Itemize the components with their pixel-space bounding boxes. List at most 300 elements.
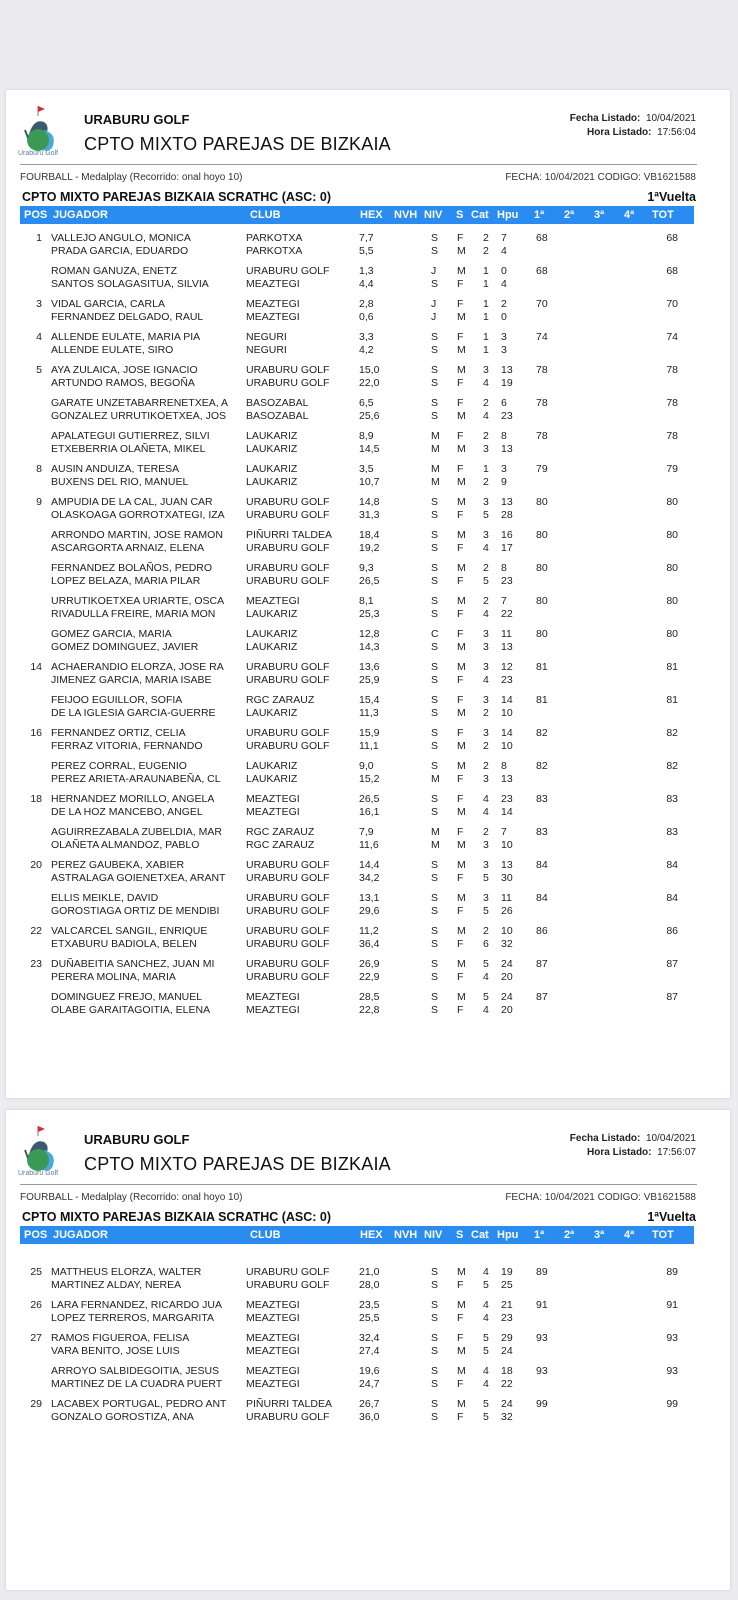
player-hpu: 28 — [501, 509, 513, 521]
player-hpu: 23 — [501, 793, 513, 805]
player-niv: S — [431, 938, 439, 950]
round-label: 1ªVuelta — [647, 190, 696, 204]
player-sex: F — [457, 509, 464, 521]
round-1-score: 83 — [536, 793, 548, 805]
table-row — [6, 723, 730, 756]
player-name: VALCARCEL SANGIL, ENRIQUE — [51, 925, 208, 937]
player-sex: M — [457, 859, 466, 871]
player-hex: 9,3 — [359, 562, 374, 574]
player-sex: F — [457, 1411, 464, 1423]
player-club: MEAZTEGI — [246, 1299, 300, 1311]
player-cat: 3 — [483, 859, 489, 871]
player-hpu: 19 — [501, 1266, 513, 1278]
player-name: FERNANDEZ ORTIZ, CELIA — [51, 727, 186, 739]
player-sex: M — [457, 892, 466, 904]
player-hex: 11,1 — [359, 740, 379, 752]
player-sex: F — [457, 463, 464, 475]
player-name: ETXABURU BADIOLA, BELEN — [51, 938, 197, 950]
player-sex: F — [457, 397, 464, 409]
player-hex: 25,3 — [359, 608, 380, 620]
player-club: URABURU GOLF — [246, 938, 330, 950]
player-sex: F — [457, 430, 464, 442]
player-hpu: 23 — [501, 1312, 513, 1324]
player-cat: 1 — [483, 331, 489, 343]
player-cat: 4 — [483, 377, 489, 389]
fecha-listado-value: 10/04/2021 — [645, 113, 696, 124]
player-sex: F — [457, 232, 464, 244]
player-niv: M — [431, 826, 440, 838]
col-hex: HEX — [360, 1229, 383, 1241]
player-name: ACHAERANDIO ELORZA, JOSE RA — [51, 661, 224, 673]
player-cat: 3 — [483, 496, 489, 508]
player-sex: F — [457, 1378, 464, 1390]
player-club: URABURU GOLF — [246, 925, 330, 937]
player-name: PERERA MOLINA, MARIA — [51, 971, 176, 983]
table-row — [6, 855, 730, 888]
player-club: LAUKARIZ — [246, 430, 298, 442]
player-hpu: 24 — [501, 991, 513, 1003]
player-cat: 3 — [483, 661, 489, 673]
player-club: URABURU GOLF — [246, 740, 330, 752]
player-hpu: 7 — [501, 232, 507, 244]
player-hex: 3,3 — [359, 331, 374, 343]
player-niv: S — [431, 707, 439, 719]
player-cat: 3 — [483, 443, 489, 455]
player-niv: S — [431, 410, 439, 422]
player-sex: F — [457, 1004, 464, 1016]
player-club: MEAZTEGI — [246, 298, 300, 310]
player-hpu: 9 — [501, 476, 507, 488]
player-hpu: 23 — [501, 575, 513, 587]
table-row — [6, 228, 730, 261]
total-score: 80 — [666, 496, 678, 508]
player-sex: M — [457, 1266, 466, 1278]
player-cat: 4 — [483, 608, 489, 620]
player-name: VARA BENITO, JOSE LUIS — [51, 1345, 180, 1357]
player-club: PARKOTXA — [246, 245, 303, 257]
club-name: URABURU GOLF — [84, 112, 190, 127]
event-title: CPTO MIXTO PAREJAS DE BIZKAIA — [84, 1154, 391, 1174]
player-club: PIÑURRI TALDEA — [246, 1398, 332, 1410]
player-hpu: 13 — [501, 496, 513, 508]
player-cat: 3 — [483, 694, 489, 706]
round-1-score: 83 — [536, 826, 548, 838]
col-tot: TOT — [652, 209, 674, 221]
player-sex: F — [457, 331, 464, 343]
report-header — [6, 1110, 730, 1186]
total-score: 89 — [666, 1266, 678, 1278]
round-1-score: 87 — [536, 958, 548, 970]
total-score: 99 — [666, 1398, 678, 1410]
player-cat: 5 — [483, 1345, 489, 1357]
fecha-listado-label: Fecha Listado: — [569, 1133, 641, 1144]
player-sex: M — [457, 991, 466, 1003]
format-text: FOURBALL - Medalplay (Recorrido: onal hoyo 10) — [20, 172, 243, 183]
total-score: 79 — [666, 463, 678, 475]
player-hex: 14,4 — [359, 859, 380, 871]
player-name: DE LA HOZ MANCEBO, ANGEL — [51, 806, 203, 818]
player-cat: 4 — [483, 971, 489, 983]
round-1-score: 80 — [536, 628, 548, 640]
player-name: FEIJOO EGUILLOR, SOFIA — [51, 694, 183, 706]
player-sex: F — [457, 628, 464, 640]
player-club: BASOZABAL — [246, 397, 309, 409]
player-sex: F — [457, 872, 464, 884]
player-club: LAUKARIZ — [246, 707, 298, 719]
player-niv: S — [431, 661, 439, 673]
player-cat: 2 — [483, 232, 489, 244]
player-niv: S — [431, 991, 439, 1003]
player-hpu: 13 — [501, 364, 513, 376]
player-niv: S — [431, 529, 439, 541]
round-1-score: 68 — [536, 265, 548, 277]
position: 4 — [36, 331, 42, 343]
player-cat: 5 — [483, 509, 489, 521]
col-nvh: NVH — [394, 1229, 418, 1241]
total-score: 87 — [666, 958, 678, 970]
col-hpu: Hpu — [497, 209, 519, 221]
position: 16 — [30, 727, 42, 739]
player-niv: S — [431, 971, 439, 983]
round-1-score: 78 — [536, 397, 548, 409]
position: 25 — [30, 1266, 42, 1278]
player-hex: 15,4 — [359, 694, 380, 706]
player-club: URABURU GOLF — [246, 1411, 330, 1423]
player-niv: S — [431, 760, 439, 772]
event-title: CPTO MIXTO PAREJAS DE BIZKAIA — [84, 134, 391, 154]
player-cat: 4 — [483, 410, 489, 422]
player-hpu: 26 — [501, 905, 513, 917]
player-hex: 28,5 — [359, 991, 380, 1003]
player-sex: F — [457, 542, 464, 554]
player-name: OLAÑETA ALMANDOZ, PABLO — [51, 839, 200, 851]
player-name: FERNANDEZ BOLAÑOS, PEDRO — [51, 562, 213, 574]
player-hex: 25,5 — [359, 1312, 380, 1324]
player-club: URABURU GOLF — [246, 905, 330, 917]
player-club: MEAZTEGI — [246, 1312, 300, 1324]
player-name: OLASKOAGA GORROTXATEGI, IZA — [51, 509, 225, 521]
round-1-score: 80 — [536, 496, 548, 508]
player-club: LAUKARIZ — [246, 760, 298, 772]
player-niv: S — [431, 793, 439, 805]
player-hex: 29,6 — [359, 905, 380, 917]
player-sex: M — [457, 529, 466, 541]
player-hpu: 4 — [501, 278, 507, 290]
player-name: AGUIRREZABALA ZUBELDIA, MAR — [51, 826, 222, 838]
col-cat: Cat — [471, 209, 489, 221]
player-niv: S — [431, 958, 439, 970]
player-sex: F — [457, 575, 464, 587]
player-cat: 3 — [483, 364, 489, 376]
total-score: 80 — [666, 562, 678, 574]
col-jugador: JUGADOR — [53, 209, 109, 221]
player-sex: F — [457, 298, 464, 310]
player-niv: S — [431, 344, 439, 356]
player-club: MEAZTEGI — [246, 991, 300, 1003]
total-score: 78 — [666, 430, 678, 442]
player-cat: 5 — [483, 1279, 489, 1291]
total-score: 93 — [666, 1332, 678, 1344]
player-hpu: 10 — [501, 839, 513, 851]
player-niv: S — [431, 641, 439, 653]
player-club: URABURU GOLF — [246, 727, 330, 739]
player-name: AYA ZULAICA, JOSE IGNACIO — [51, 364, 198, 376]
player-niv: S — [431, 575, 439, 587]
player-cat: 4 — [483, 1378, 489, 1390]
total-score: 87 — [666, 991, 678, 1003]
round-1-score: 78 — [536, 364, 548, 376]
hora-listado-label: Hora Listado: — [587, 1147, 652, 1158]
player-hex: 15,2 — [359, 773, 380, 785]
player-name: ARROYO SALBIDEGOITIA, JESUS — [51, 1365, 220, 1377]
player-name: FERNANDEZ DELGADO, RAUL — [51, 311, 204, 323]
player-club: LAUKARIZ — [246, 463, 298, 475]
player-hpu: 14 — [501, 727, 513, 739]
player-cat: 4 — [483, 1365, 489, 1377]
col-s: S — [456, 209, 464, 221]
results-table-body — [6, 1262, 730, 1427]
position: 9 — [36, 496, 42, 508]
player-name: PEREZ ARIETA-ARAUNABEÑA, CL — [51, 773, 221, 785]
player-hex: 25,9 — [359, 674, 380, 686]
player-club: MEAZTEGI — [246, 1365, 300, 1377]
player-niv: S — [431, 595, 439, 607]
round-1-score: 70 — [536, 298, 548, 310]
player-name: ASTRALAGA GOIENETXEA, ARANT — [51, 872, 226, 884]
col-club: CLUB — [250, 1229, 281, 1241]
player-club: URABURU GOLF — [246, 575, 330, 587]
player-hpu: 10 — [501, 925, 513, 937]
table-row — [6, 789, 730, 822]
player-cat: 1 — [483, 311, 489, 323]
player-cat: 3 — [483, 773, 489, 785]
col-r3: 3ª — [594, 209, 605, 221]
player-cat: 4 — [483, 674, 489, 686]
player-hex: 5,5 — [359, 245, 374, 257]
player-niv: S — [431, 1332, 439, 1344]
table-row — [6, 261, 730, 294]
player-name: ALLENDE EULATE, SIRO — [51, 344, 174, 356]
table-row — [6, 1262, 730, 1295]
total-score: 80 — [666, 628, 678, 640]
player-hex: 36,0 — [359, 1411, 380, 1423]
player-niv: S — [431, 496, 439, 508]
player-hpu: 21 — [501, 1299, 513, 1311]
player-hpu: 3 — [501, 344, 507, 356]
player-cat: 5 — [483, 1411, 489, 1423]
player-hpu: 6 — [501, 397, 507, 409]
round-1-score: 84 — [536, 892, 548, 904]
table-row — [6, 327, 730, 360]
player-club: URABURU GOLF — [246, 872, 330, 884]
round-1-score: 79 — [536, 463, 548, 475]
table-row — [6, 591, 730, 624]
hora-listado-label: Hora Listado: — [587, 127, 652, 138]
player-sex: M — [457, 265, 466, 277]
player-sex: F — [457, 694, 464, 706]
logo-text: Uraburu Golf — [18, 1170, 59, 1177]
player-hex: 23,5 — [359, 1299, 380, 1311]
player-name: MARTINEZ DE LA CUADRA PUERT — [51, 1378, 223, 1390]
player-niv: S — [431, 1378, 439, 1390]
player-name: DE LA IGLESIA GARCIA-GUERRE — [51, 707, 216, 719]
player-hpu: 24 — [501, 958, 513, 970]
player-cat: 2 — [483, 826, 489, 838]
player-club: URABURU GOLF — [246, 509, 330, 521]
player-name: GOMEZ DOMINGUEZ, JAVIER — [51, 641, 199, 653]
player-cat: 3 — [483, 727, 489, 739]
table-row — [6, 954, 730, 987]
player-niv: S — [431, 727, 439, 739]
position: 14 — [30, 661, 42, 673]
player-hpu: 16 — [501, 529, 513, 541]
player-name: GOMEZ GARCIA, MARIA — [51, 628, 172, 640]
player-sex: M — [457, 496, 466, 508]
player-cat: 5 — [483, 905, 489, 917]
round-1-score: 80 — [536, 529, 548, 541]
player-name: ETXEBERRIA OLAÑETA, MIKEL — [51, 443, 206, 455]
player-hex: 26,9 — [359, 958, 380, 970]
player-name: ARTUNDO RAMOS, BEGOÑA — [51, 377, 195, 389]
player-club: URABURU GOLF — [246, 1279, 330, 1291]
player-hpu: 23 — [501, 410, 513, 422]
player-hex: 8,9 — [359, 430, 374, 442]
player-hpu: 8 — [501, 760, 507, 772]
player-hpu: 22 — [501, 608, 513, 620]
player-name: LARA FERNANDEZ, RICARDO JUA — [51, 1299, 222, 1311]
player-hex: 15,9 — [359, 727, 380, 739]
player-niv: M — [431, 430, 440, 442]
player-club: PIÑURRI TALDEA — [246, 529, 332, 541]
table-row — [6, 921, 730, 954]
player-cat: 4 — [483, 1266, 489, 1278]
player-name: PEREZ CORRAL, EUGENIO — [51, 760, 187, 772]
player-hpu: 13 — [501, 773, 513, 785]
player-name: APALATEGUI GUTIERREZ, SILVI — [51, 430, 210, 442]
player-niv: S — [431, 331, 439, 343]
total-score: 93 — [666, 1365, 678, 1377]
player-club: PARKOTXA — [246, 232, 303, 244]
player-club: URABURU GOLF — [246, 542, 330, 554]
player-hex: 7,7 — [359, 232, 374, 244]
player-club: URABURU GOLF — [246, 859, 330, 871]
player-hpu: 12 — [501, 661, 513, 673]
table-row — [6, 624, 730, 657]
player-cat: 4 — [483, 1004, 489, 1016]
player-club: MEAZTEGI — [246, 806, 300, 818]
logo-text: Uraburu Golf — [18, 150, 59, 157]
player-hex: 15,0 — [359, 364, 380, 376]
total-score: 83 — [666, 826, 678, 838]
fecha-codigo-text: FECHA: 10/04/2021 CODIGO: VB1621588 — [505, 172, 696, 183]
player-club: URABURU GOLF — [246, 958, 330, 970]
player-hpu: 4 — [501, 245, 507, 257]
player-club: URABURU GOLF — [246, 674, 330, 686]
player-name: ARRONDO MARTIN, JOSE RAMON — [51, 529, 223, 541]
player-cat: 5 — [483, 872, 489, 884]
total-score: 81 — [666, 661, 678, 673]
total-score: 80 — [666, 595, 678, 607]
divider — [20, 1184, 697, 1185]
player-club: NEGURI — [246, 331, 287, 343]
player-niv: S — [431, 1299, 439, 1311]
total-score: 83 — [666, 793, 678, 805]
player-name: AUSIN ANDUIZA, TERESA — [51, 463, 180, 475]
player-club: URABURU GOLF — [246, 892, 330, 904]
player-hex: 22,8 — [359, 1004, 380, 1016]
section-title: CPTO MIXTO PAREJAS BIZKAIA SCRATHC (ASC: 0) — [22, 190, 332, 204]
player-cat: 4 — [483, 1312, 489, 1324]
col-club: CLUB — [250, 209, 281, 221]
player-hpu: 0 — [501, 311, 507, 323]
section-title: CPTO MIXTO PAREJAS BIZKAIA SCRATHC (ASC: 0) — [22, 1210, 332, 1224]
total-score: 68 — [666, 265, 678, 277]
fecha-listado-label: Fecha Listado: — [569, 113, 641, 124]
player-sex: M — [457, 839, 466, 851]
col-r1: 1ª — [534, 209, 545, 221]
round-1-score: 82 — [536, 727, 548, 739]
player-hex: 24,7 — [359, 1378, 380, 1390]
col-s: S — [456, 1229, 464, 1241]
section-header — [6, 1206, 730, 1226]
player-hex: 25,6 — [359, 410, 380, 422]
player-niv: M — [431, 773, 440, 785]
player-cat: 4 — [483, 793, 489, 805]
player-name: RAMOS FIGUEROA, FELISA — [51, 1332, 190, 1344]
player-hpu: 13 — [501, 859, 513, 871]
player-cat: 4 — [483, 806, 489, 818]
player-hpu: 3 — [501, 331, 507, 343]
player-sex: M — [457, 806, 466, 818]
player-hex: 26,5 — [359, 793, 380, 805]
player-name: ASCARGORTA ARNAIZ, ELENA — [51, 542, 205, 554]
player-club: URABURU GOLF — [246, 496, 330, 508]
player-club: MEAZTEGI — [246, 1345, 300, 1357]
round-1-score: 68 — [536, 232, 548, 244]
player-cat: 5 — [483, 1398, 489, 1410]
position: 3 — [36, 298, 42, 310]
position: 22 — [30, 925, 42, 937]
table-row — [6, 393, 730, 426]
player-sex: F — [457, 727, 464, 739]
table-row — [6, 1328, 730, 1361]
player-club: LAUKARIZ — [246, 641, 298, 653]
player-hpu: 24 — [501, 1398, 513, 1410]
player-hex: 26,7 — [359, 1398, 380, 1410]
position: 20 — [30, 859, 42, 871]
player-hex: 12,8 — [359, 628, 380, 640]
table-row — [6, 888, 730, 921]
player-sex: F — [457, 377, 464, 389]
table-row — [6, 294, 730, 327]
player-niv: S — [431, 872, 439, 884]
col-r2: 2ª — [564, 209, 575, 221]
player-hex: 11,6 — [359, 839, 379, 851]
club-name: URABURU GOLF — [84, 1132, 190, 1147]
player-cat: 5 — [483, 958, 489, 970]
player-name: ALLENDE EULATE, MARIA PIA — [51, 331, 201, 343]
round-1-score: 99 — [536, 1398, 548, 1410]
player-hex: 4,2 — [359, 344, 374, 356]
col-nvh: NVH — [394, 209, 418, 221]
player-niv: M — [431, 443, 440, 455]
col-hex: HEX — [360, 209, 383, 221]
player-club: LAUKARIZ — [246, 476, 298, 488]
player-hex: 26,5 — [359, 575, 380, 587]
player-name: SANTOS SOLAGASITUA, SILVIA — [51, 278, 209, 290]
player-club: MEAZTEGI — [246, 595, 300, 607]
player-niv: C — [431, 628, 439, 640]
